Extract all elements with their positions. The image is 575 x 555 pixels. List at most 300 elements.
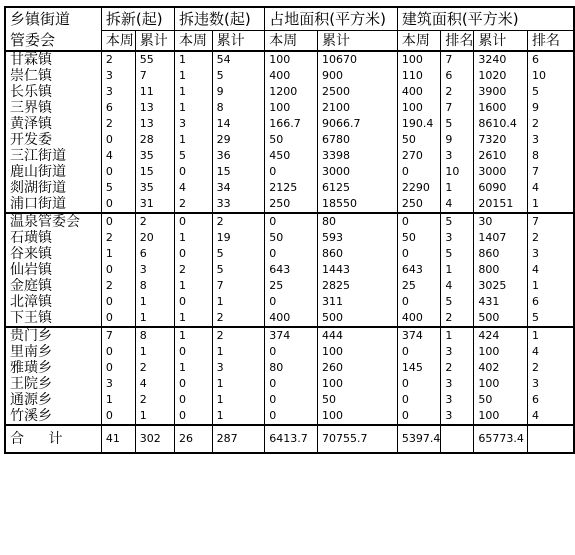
table-row xyxy=(5,392,574,408)
total-label: 合 计 xyxy=(5,425,101,453)
town-name-cell: 下王镇 xyxy=(5,310,101,327)
value-cell: 2 xyxy=(135,213,174,230)
week-header: 本周 xyxy=(175,31,213,52)
value-cell: 6 xyxy=(135,246,174,262)
value-cell: 36 xyxy=(212,148,265,164)
value-cell: 374 xyxy=(265,327,318,344)
value-cell: 5 xyxy=(441,294,474,310)
value-cell: 3025 xyxy=(474,278,528,294)
value-cell: 20 xyxy=(135,230,174,246)
cumulative-header: 累计 xyxy=(212,31,265,52)
town-name-cell: 浦口街道 xyxy=(5,196,101,213)
town-name-cell: 三界镇 xyxy=(5,100,101,116)
value-cell: 1 xyxy=(175,230,213,246)
value-cell: 5 xyxy=(175,148,213,164)
value-cell: 1 xyxy=(528,278,574,294)
total-value-cell: 26 xyxy=(175,425,213,453)
value-cell: 5 xyxy=(212,246,265,262)
land-area-header: 占地面积(平方米) xyxy=(265,7,398,31)
table-row xyxy=(5,213,574,230)
value-cell: 8 xyxy=(135,327,174,344)
value-cell: 3900 xyxy=(474,84,528,100)
value-cell: 860 xyxy=(317,246,397,262)
value-cell: 0 xyxy=(101,262,135,278)
cumulative-header: 累计 xyxy=(135,31,174,52)
value-cell: 3 xyxy=(441,148,474,164)
value-cell: 2825 xyxy=(317,278,397,294)
value-cell: 13 xyxy=(135,116,174,132)
value-cell: 2 xyxy=(528,116,574,132)
value-cell: 3240 xyxy=(474,51,528,68)
value-cell: 2 xyxy=(528,230,574,246)
value-cell: 0 xyxy=(101,344,135,360)
value-cell: 2 xyxy=(135,392,174,408)
table-row xyxy=(5,294,574,310)
value-cell: 1 xyxy=(528,327,574,344)
value-cell: 424 xyxy=(474,327,528,344)
value-cell: 7 xyxy=(135,68,174,84)
total-value-cell: 287 xyxy=(212,425,265,453)
value-cell: 2 xyxy=(212,327,265,344)
value-cell: 593 xyxy=(317,230,397,246)
value-cell: 3 xyxy=(528,246,574,262)
value-cell: 500 xyxy=(317,310,397,327)
value-cell: 0 xyxy=(101,196,135,213)
value-cell: 4 xyxy=(101,148,135,164)
value-cell: 2 xyxy=(175,196,213,213)
value-cell: 100 xyxy=(474,408,528,425)
value-cell: 860 xyxy=(474,246,528,262)
value-cell: 0 xyxy=(265,213,318,230)
value-cell: 1 xyxy=(212,376,265,392)
value-cell: 1 xyxy=(175,84,213,100)
total-value-cell: 6413.7 xyxy=(265,425,318,453)
value-cell: 0 xyxy=(101,213,135,230)
value-cell: 1 xyxy=(212,392,265,408)
value-cell: 54 xyxy=(212,51,265,68)
total-value-cell: 5397.4 xyxy=(397,425,441,453)
illegal-demolish-header: 拆违数(起) xyxy=(175,7,265,31)
value-cell: 374 xyxy=(397,327,441,344)
value-cell: 0 xyxy=(397,344,441,360)
building-area-header: 建筑面积(平方米) xyxy=(397,7,574,31)
value-cell: 4 xyxy=(528,408,574,425)
value-cell: 3 xyxy=(528,376,574,392)
value-cell: 8610.4 xyxy=(474,116,528,132)
header-row-2 xyxy=(5,31,574,52)
table-row xyxy=(5,262,574,278)
value-cell: 4 xyxy=(135,376,174,392)
value-cell: 6780 xyxy=(317,132,397,148)
table-row xyxy=(5,84,574,100)
value-cell: 0 xyxy=(265,392,318,408)
total-value-cell: 70755.7 xyxy=(317,425,397,453)
value-cell: 5 xyxy=(441,116,474,132)
value-cell: 7 xyxy=(441,100,474,116)
value-cell: 0 xyxy=(101,132,135,148)
value-cell: 0 xyxy=(175,294,213,310)
value-cell: 5 xyxy=(528,310,574,327)
value-cell: 2 xyxy=(441,84,474,100)
value-cell: 0 xyxy=(101,310,135,327)
total-row xyxy=(5,425,574,453)
value-cell: 643 xyxy=(397,262,441,278)
total-value-cell xyxy=(441,425,474,453)
value-cell: 400 xyxy=(397,84,441,100)
table-row xyxy=(5,310,574,327)
town-name-cell: 温泉管委会 xyxy=(5,213,101,230)
value-cell: 0 xyxy=(101,294,135,310)
value-cell: 9 xyxy=(528,100,574,116)
value-cell: 800 xyxy=(474,262,528,278)
value-cell: 0 xyxy=(397,213,441,230)
rank-header: 排名 xyxy=(528,31,574,52)
value-cell: 10670 xyxy=(317,51,397,68)
town-name-cell: 谷来镇 xyxy=(5,246,101,262)
value-cell: 8 xyxy=(135,278,174,294)
table-row xyxy=(5,196,574,213)
value-cell: 0 xyxy=(175,376,213,392)
value-cell: 0 xyxy=(101,164,135,180)
value-cell: 250 xyxy=(397,196,441,213)
value-cell: 11 xyxy=(135,84,174,100)
town-name-cell: 王院乡 xyxy=(5,376,101,392)
value-cell: 6 xyxy=(441,68,474,84)
value-cell: 19 xyxy=(212,230,265,246)
table-row xyxy=(5,68,574,84)
value-cell: 1 xyxy=(135,344,174,360)
week-header: 本周 xyxy=(265,31,318,52)
value-cell: 28 xyxy=(135,132,174,148)
value-cell: 100 xyxy=(474,344,528,360)
value-cell: 0 xyxy=(397,294,441,310)
value-cell: 3 xyxy=(528,132,574,148)
value-cell: 80 xyxy=(265,360,318,376)
value-cell: 100 xyxy=(317,376,397,392)
value-cell: 14 xyxy=(212,116,265,132)
value-cell: 2500 xyxy=(317,84,397,100)
value-cell: 3 xyxy=(101,84,135,100)
value-cell: 25 xyxy=(397,278,441,294)
value-cell: 9066.7 xyxy=(317,116,397,132)
value-cell: 10 xyxy=(528,68,574,84)
demolish-new-header: 拆新(起) xyxy=(101,7,174,31)
town-name-cell: 竹溪乡 xyxy=(5,408,101,425)
value-cell: 7 xyxy=(101,327,135,344)
value-cell: 145 xyxy=(397,360,441,376)
value-cell: 2 xyxy=(441,310,474,327)
value-cell: 8 xyxy=(528,148,574,164)
value-cell: 7 xyxy=(528,164,574,180)
town-name-cell: 黄泽镇 xyxy=(5,116,101,132)
value-cell: 1 xyxy=(175,310,213,327)
value-cell: 1 xyxy=(175,360,213,376)
value-cell: 50 xyxy=(397,132,441,148)
value-cell: 50 xyxy=(474,392,528,408)
value-cell: 6090 xyxy=(474,180,528,196)
value-cell: 5 xyxy=(528,84,574,100)
value-cell: 0 xyxy=(397,392,441,408)
value-cell: 15 xyxy=(212,164,265,180)
value-cell: 0 xyxy=(175,392,213,408)
value-cell: 1600 xyxy=(474,100,528,116)
value-cell: 0 xyxy=(265,164,318,180)
value-cell: 0 xyxy=(397,246,441,262)
value-cell: 1 xyxy=(441,180,474,196)
value-cell: 1 xyxy=(528,196,574,213)
value-cell: 4 xyxy=(528,262,574,278)
value-cell: 1 xyxy=(135,294,174,310)
value-cell: 3 xyxy=(441,230,474,246)
value-cell: 2 xyxy=(101,230,135,246)
value-cell: 1 xyxy=(212,344,265,360)
town-name-cell: 石璜镇 xyxy=(5,230,101,246)
table-row xyxy=(5,164,574,180)
value-cell: 0 xyxy=(265,344,318,360)
value-cell: 100 xyxy=(317,408,397,425)
week-header: 本周 xyxy=(397,31,441,52)
value-cell: 400 xyxy=(397,310,441,327)
value-cell: 7320 xyxy=(474,132,528,148)
value-cell: 100 xyxy=(397,51,441,68)
value-cell: 1443 xyxy=(317,262,397,278)
value-cell: 18550 xyxy=(317,196,397,213)
value-cell: 270 xyxy=(397,148,441,164)
cumulative-header: 累计 xyxy=(317,31,397,52)
value-cell: 55 xyxy=(135,51,174,68)
value-cell: 5 xyxy=(212,68,265,84)
value-cell: 2 xyxy=(101,51,135,68)
value-cell: 1 xyxy=(441,262,474,278)
table-row xyxy=(5,344,574,360)
town-name-cell: 北漳镇 xyxy=(5,294,101,310)
value-cell: 1 xyxy=(441,327,474,344)
value-cell: 1 xyxy=(135,408,174,425)
value-cell: 0 xyxy=(175,344,213,360)
town-name-cell: 长乐镇 xyxy=(5,84,101,100)
town-name-cell: 甘霖镇 xyxy=(5,51,101,68)
value-cell: 3 xyxy=(101,68,135,84)
table-row xyxy=(5,408,574,425)
value-cell: 0 xyxy=(265,246,318,262)
value-cell: 34 xyxy=(212,180,265,196)
table-row xyxy=(5,51,574,68)
table-row xyxy=(5,148,574,164)
value-cell: 3 xyxy=(212,360,265,376)
town-name-cell: 里南乡 xyxy=(5,344,101,360)
value-cell: 100 xyxy=(265,51,318,68)
value-cell: 35 xyxy=(135,148,174,164)
value-cell: 400 xyxy=(265,68,318,84)
table-row xyxy=(5,132,574,148)
value-cell: 2 xyxy=(135,360,174,376)
town-name-cell: 剡湖街道 xyxy=(5,180,101,196)
town-name-cell: 崇仁镇 xyxy=(5,68,101,84)
table-row xyxy=(5,278,574,294)
value-cell: 0 xyxy=(265,408,318,425)
town-name-cell: 雅璜乡 xyxy=(5,360,101,376)
value-cell: 0 xyxy=(175,246,213,262)
value-cell: 2 xyxy=(441,360,474,376)
value-cell: 4 xyxy=(441,278,474,294)
town-name-cell: 仙岩镇 xyxy=(5,262,101,278)
value-cell: 3398 xyxy=(317,148,397,164)
value-cell: 311 xyxy=(317,294,397,310)
value-cell: 100 xyxy=(474,376,528,392)
value-cell: 2290 xyxy=(397,180,441,196)
value-cell: 2125 xyxy=(265,180,318,196)
value-cell: 0 xyxy=(175,164,213,180)
table-row xyxy=(5,327,574,344)
value-cell: 110 xyxy=(397,68,441,84)
value-cell: 1020 xyxy=(474,68,528,84)
value-cell: 2 xyxy=(101,278,135,294)
value-cell: 1407 xyxy=(474,230,528,246)
value-cell: 9 xyxy=(441,132,474,148)
value-cell: 2 xyxy=(528,360,574,376)
value-cell: 1 xyxy=(175,100,213,116)
value-cell: 2 xyxy=(212,213,265,230)
committee-header: 管委会 xyxy=(5,31,101,52)
value-cell: 1 xyxy=(175,51,213,68)
value-cell: 2 xyxy=(175,262,213,278)
total-value-cell xyxy=(528,425,574,453)
value-cell: 10 xyxy=(441,164,474,180)
value-cell: 166.7 xyxy=(265,116,318,132)
table-row xyxy=(5,360,574,376)
town-name-cell: 开发委 xyxy=(5,132,101,148)
cumulative-header: 累计 xyxy=(474,31,528,52)
rank-header: 排名 xyxy=(441,31,474,52)
value-cell: 1200 xyxy=(265,84,318,100)
value-cell: 450 xyxy=(265,148,318,164)
value-cell: 1 xyxy=(101,246,135,262)
table-row xyxy=(5,180,574,196)
value-cell: 25 xyxy=(265,278,318,294)
value-cell: 15 xyxy=(135,164,174,180)
town-name-cell: 金庭镇 xyxy=(5,278,101,294)
value-cell: 5 xyxy=(441,213,474,230)
value-cell: 6 xyxy=(528,294,574,310)
value-cell: 35 xyxy=(135,180,174,196)
total-value-cell: 41 xyxy=(101,425,135,453)
table-row xyxy=(5,230,574,246)
value-cell: 6125 xyxy=(317,180,397,196)
value-cell: 260 xyxy=(317,360,397,376)
value-cell: 7 xyxy=(528,213,574,230)
header-row-1 xyxy=(5,7,574,31)
value-cell: 4 xyxy=(528,180,574,196)
value-cell: 0 xyxy=(397,408,441,425)
value-cell: 1 xyxy=(135,310,174,327)
value-cell: 431 xyxy=(474,294,528,310)
value-cell: 400 xyxy=(265,310,318,327)
town-name-cell: 鹿山街道 xyxy=(5,164,101,180)
week-header: 本周 xyxy=(101,31,135,52)
value-cell: 2 xyxy=(101,116,135,132)
value-cell: 6 xyxy=(101,100,135,116)
town-name-cell: 三江街道 xyxy=(5,148,101,164)
value-cell: 402 xyxy=(474,360,528,376)
table-row xyxy=(5,100,574,116)
value-cell: 50 xyxy=(397,230,441,246)
value-cell: 3 xyxy=(135,262,174,278)
value-cell: 5 xyxy=(101,180,135,196)
value-cell: 1 xyxy=(212,408,265,425)
value-cell: 643 xyxy=(265,262,318,278)
value-cell: 100 xyxy=(265,100,318,116)
value-cell: 190.4 xyxy=(397,116,441,132)
value-cell: 3 xyxy=(441,376,474,392)
value-cell: 0 xyxy=(265,376,318,392)
value-cell: 3 xyxy=(441,392,474,408)
value-cell: 6 xyxy=(528,392,574,408)
town-header: 乡镇街道 xyxy=(5,7,101,31)
value-cell: 5 xyxy=(441,246,474,262)
value-cell: 29 xyxy=(212,132,265,148)
value-cell: 7 xyxy=(441,51,474,68)
value-cell: 4 xyxy=(441,196,474,213)
value-cell: 80 xyxy=(317,213,397,230)
value-cell: 20151 xyxy=(474,196,528,213)
total-value-cell: 302 xyxy=(135,425,174,453)
value-cell: 9 xyxy=(212,84,265,100)
value-cell: 500 xyxy=(474,310,528,327)
value-cell: 3 xyxy=(101,376,135,392)
value-cell: 1 xyxy=(212,294,265,310)
table-row xyxy=(5,376,574,392)
value-cell: 0 xyxy=(397,376,441,392)
value-cell: 1 xyxy=(175,278,213,294)
value-cell: 50 xyxy=(317,392,397,408)
value-cell: 50 xyxy=(265,132,318,148)
value-cell: 30 xyxy=(474,213,528,230)
value-cell: 1 xyxy=(175,132,213,148)
value-cell: 2610 xyxy=(474,148,528,164)
value-cell: 5 xyxy=(212,262,265,278)
value-cell: 0 xyxy=(175,408,213,425)
value-cell: 3 xyxy=(175,116,213,132)
value-cell: 900 xyxy=(317,68,397,84)
value-cell: 2100 xyxy=(317,100,397,116)
value-cell: 8 xyxy=(212,100,265,116)
value-cell: 4 xyxy=(175,180,213,196)
value-cell: 100 xyxy=(317,344,397,360)
value-cell: 50 xyxy=(265,230,318,246)
town-name-cell: 通源乡 xyxy=(5,392,101,408)
value-cell: 7 xyxy=(212,278,265,294)
town-name-cell: 贵门乡 xyxy=(5,327,101,344)
value-cell: 31 xyxy=(135,196,174,213)
value-cell: 250 xyxy=(265,196,318,213)
value-cell: 0 xyxy=(175,213,213,230)
value-cell: 1 xyxy=(175,327,213,344)
total-value-cell: 65773.4 xyxy=(474,425,528,453)
value-cell: 0 xyxy=(101,360,135,376)
value-cell: 0 xyxy=(397,164,441,180)
statistics-table xyxy=(4,6,575,454)
value-cell: 4 xyxy=(528,344,574,360)
value-cell: 1 xyxy=(175,68,213,84)
value-cell: 6 xyxy=(528,51,574,68)
value-cell: 100 xyxy=(397,100,441,116)
value-cell: 33 xyxy=(212,196,265,213)
table-row xyxy=(5,246,574,262)
value-cell: 3000 xyxy=(474,164,528,180)
value-cell: 3 xyxy=(441,344,474,360)
table-row xyxy=(5,116,574,132)
value-cell: 3000 xyxy=(317,164,397,180)
